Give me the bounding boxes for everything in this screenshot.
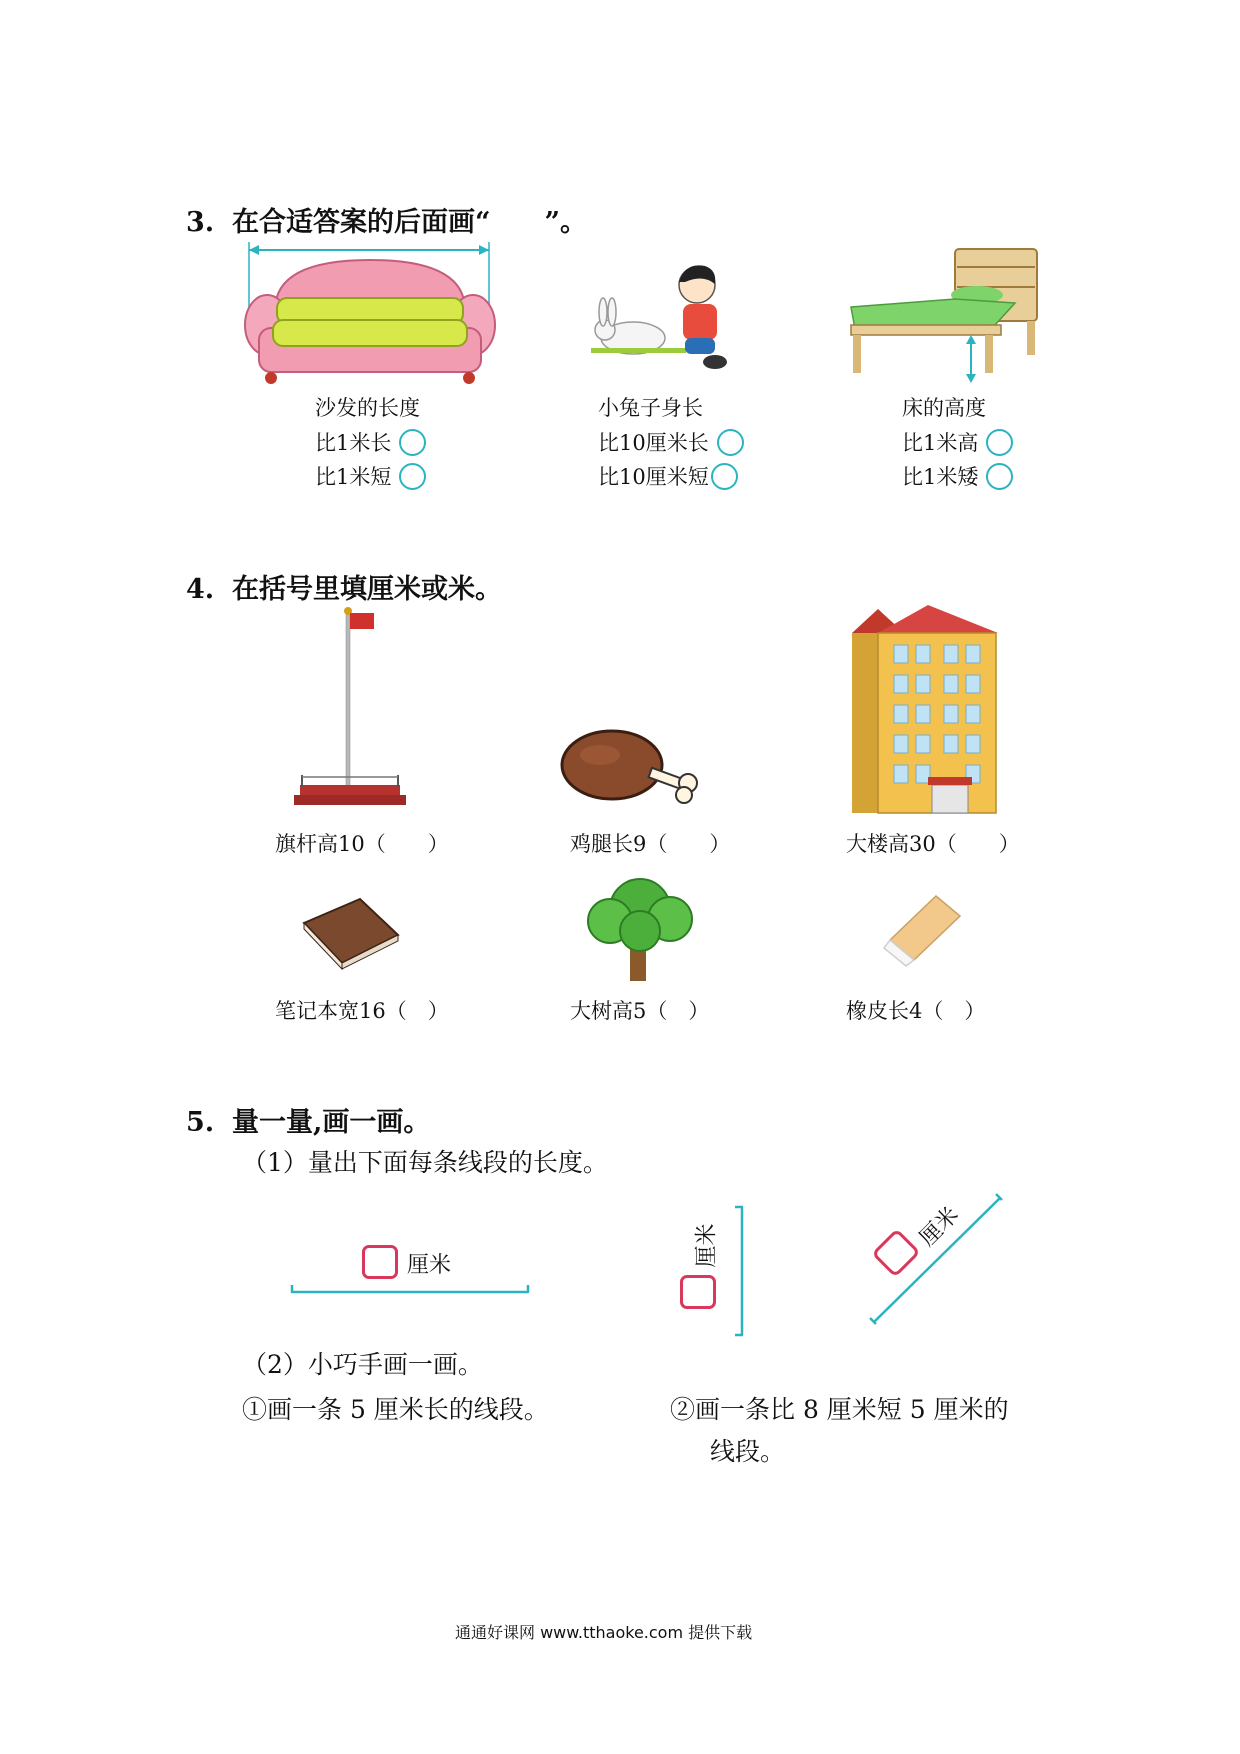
q5-part1-instruction: （1）量出下面每条线段的长度。 [242,1148,608,1177]
answer-circle[interactable] [986,429,1013,456]
q5-part2-instruction: （2）小巧手画一画。 [242,1350,483,1379]
eraser-illustration [880,890,965,970]
eraser-label: 橡皮长4（ ） [846,999,986,1023]
unit-label-vertical: 厘米 [694,1223,720,1268]
q3-title [186,200,587,239]
notebook-label: 笔记本宽16（ ） [275,999,449,1023]
q5-task2-line1: ②画一条比 8 厘米短 5 厘米的 [670,1395,1009,1424]
drumstick-label: 鸡腿长9（ ） [570,832,731,856]
answer-circle[interactable] [717,429,744,456]
tree-label: 大树高5（ ） [570,999,710,1023]
q5-task2-line2: 线段。 [710,1437,786,1466]
q4-number: 4. [186,574,215,605]
sofa-illustration [245,240,495,390]
rabbit-option-shorter-text: 比10厘米短 [598,465,709,489]
bed-option-lower-text: 比1米矮 [902,465,979,489]
bed-illustration [845,245,1045,385]
q5-title [186,1100,430,1139]
building-illustration [848,605,998,815]
building-label: 大楼高30（ ） [846,832,1020,856]
bed-option-higher-text: 比1米高 [902,431,979,455]
answer-box-vertical[interactable] [680,1275,716,1309]
answer-circle[interactable] [399,463,426,490]
answer-box-horizontal[interactable] [362,1245,398,1279]
tree-illustration [582,873,697,983]
sofa-option-shorter-text: 比1米短 [315,465,392,489]
answer-circle[interactable] [986,463,1013,490]
notebook-illustration [298,895,403,970]
answer-circle[interactable] [711,463,738,490]
unit-label-horizontal: 厘米 [407,1253,452,1278]
q3-number: 3. [186,207,215,238]
sofa-label: 沙发的长度 [315,396,420,420]
rabbit-boy-illustration [585,260,735,375]
bed-choice-lower[interactable] [902,461,1013,491]
sofa-choice-longer[interactable] [315,427,426,457]
segment-horizontal [290,1285,530,1299]
flagpole-label: 旗杆高10（ ） [275,832,449,856]
sofa-choice-shorter[interactable] [315,461,426,491]
q4-title [186,567,502,606]
q4-title-text: 在括号里填厘米或米。 [232,574,502,605]
rabbit-label: 小兔子身长 [598,396,703,420]
rabbit-choice-shorter[interactable] [598,461,738,491]
bed-label: 床的高度 [902,396,986,420]
q3-title-text: 在合适答案的后面画“ ”。 [232,207,588,238]
segment-vertical [735,1205,749,1337]
rabbit-choice-longer[interactable] [598,427,744,457]
q5-title-text: 量一量,画一画。 [232,1107,431,1138]
flagpole-illustration [290,605,410,810]
q5-task1: ①画一条 5 厘米长的线段。 [242,1395,549,1424]
drumstick-illustration [560,725,710,815]
rabbit-option-longer-text: 比10厘米长 [598,431,709,455]
bed-choice-higher[interactable] [902,427,1013,457]
q5-number: 5. [186,1107,215,1138]
answer-circle[interactable] [399,429,426,456]
sofa-option-longer-text: 比1米长 [315,431,392,455]
unit-label-diagonal: 厘米 [915,1202,964,1252]
page-footer: 通通好课网 www.tthaoke.com 提供下载 [455,1623,753,1642]
